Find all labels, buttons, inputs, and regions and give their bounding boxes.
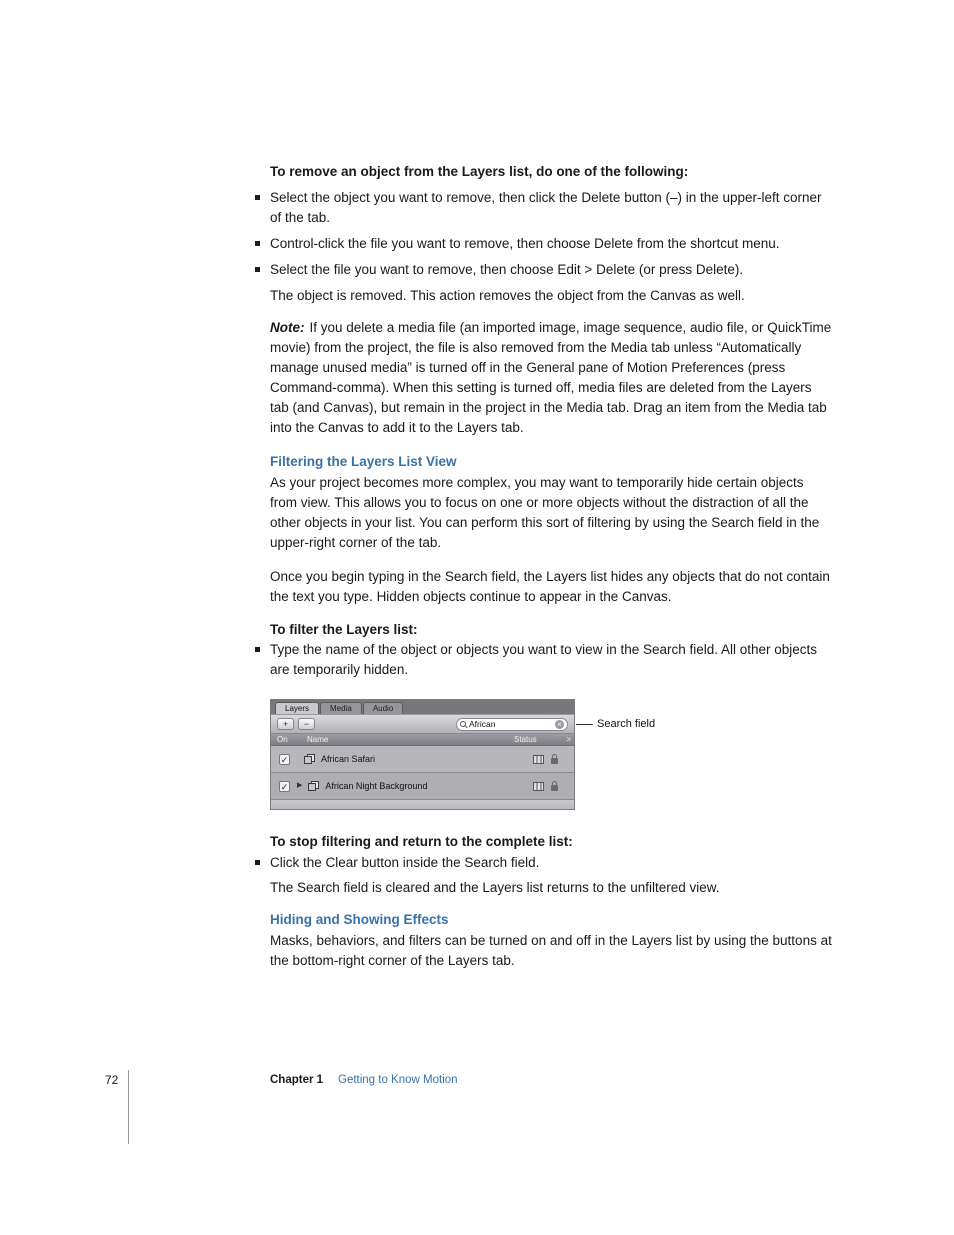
filter-bullet-list bbox=[270, 640, 832, 680]
search-icon bbox=[460, 721, 466, 727]
media-status-icon bbox=[533, 782, 544, 791]
list-header-row bbox=[271, 734, 574, 746]
bullet-text: Type the name of the object or objects you want to view in the Search field. All other objects are temporarily hidden. bbox=[270, 642, 818, 677]
column-name: Name bbox=[307, 735, 329, 744]
add-object-button[interactable]: + bbox=[277, 718, 294, 730]
layer-name: African Safari bbox=[321, 754, 376, 764]
stop-bullet-list bbox=[270, 853, 832, 873]
tab-audio[interactable]: Audio bbox=[363, 702, 403, 714]
clear-search-button[interactable]: × bbox=[555, 720, 564, 729]
remove-bullet-list bbox=[270, 188, 832, 280]
page-number: 72 bbox=[105, 1073, 119, 1087]
search-field[interactable] bbox=[456, 718, 568, 731]
status-icons bbox=[533, 746, 558, 772]
heading-stop-filtering: To stop filtering and return to the complete list: bbox=[270, 834, 573, 849]
tab-media[interactable]: Media bbox=[320, 702, 362, 714]
chapter-title-link[interactable]: Getting to Know Motion bbox=[338, 1074, 458, 1086]
paragraph-hiding: Masks, behaviors, and filters can be turned on and off in the Layers list by using the buttons at the bottom-right corner of the Layers tab. bbox=[270, 933, 832, 968]
layers-panel-screenshot bbox=[270, 699, 656, 810]
footer-rule bbox=[128, 1070, 129, 1144]
page-body bbox=[270, 162, 832, 984]
bullet-text: Control-click the file you want to remove, then choose Delete from the shortcut menu. bbox=[270, 236, 780, 251]
delete-object-button[interactable]: − bbox=[298, 718, 315, 730]
layer-name: African Night Background bbox=[325, 781, 428, 791]
paragraph-filtering-1: As your project becomes more complex, you may want to temporarily hide certain objects from view. This allows you to focus on one or more objects without the distraction of all the other objects in your list. You can perform this sort of filtering by using the Search field in the upper-right corner of the tab. bbox=[270, 475, 820, 550]
paragraph-object-removed: The object is removed. This action removes the object from the Canvas as well. bbox=[270, 288, 745, 303]
note-text: If you delete a media file (an imported image, image sequence, audio file, or QuickTime movie) from the project, the file is also removed from the Media tab unless “Automatically manage unused media” is turned off in the General pane of Motion Preferences (press Command-comma). When this setting is turned off, media files are deleted from the Layers tab (and Canvas), but remain in the project in the Media tab. Drag an item from the Media tab into the Canvas to add it to the Layers tab. bbox=[270, 320, 832, 435]
layers-panel bbox=[270, 699, 575, 810]
section-heading-filtering: Filtering the Layers List View bbox=[270, 454, 457, 469]
heading-filter-list: To filter the Layers list: bbox=[270, 622, 418, 637]
bullet-text: Select the file you want to remove, then choose Edit > Delete (or press Delete). bbox=[270, 262, 744, 277]
paragraph-search-cleared: The Search field is cleared and the Layers list returns to the unfiltered view. bbox=[270, 880, 720, 895]
bullet-text: Click the Clear button inside the Search field. bbox=[270, 855, 540, 870]
bullet-item bbox=[270, 640, 832, 680]
layer-row-african-safari[interactable] bbox=[271, 746, 574, 773]
bullet-item bbox=[270, 853, 832, 873]
callout-line bbox=[576, 724, 593, 725]
layer-icon bbox=[304, 754, 315, 764]
tab-layers[interactable]: Layers bbox=[275, 702, 319, 714]
bullet-item bbox=[270, 188, 832, 228]
status-icons bbox=[533, 773, 558, 799]
lock-icon[interactable] bbox=[551, 758, 558, 764]
disclosure-triangle-icon[interactable]: ▶ bbox=[297, 782, 303, 789]
bullet-item bbox=[270, 234, 832, 254]
heading-remove-object: To remove an object from the Layers list, do one of the following: bbox=[270, 164, 689, 179]
check-icon: ✓ bbox=[280, 754, 289, 765]
callout-label: Search field bbox=[597, 718, 656, 730]
media-status-icon bbox=[533, 755, 544, 764]
panel-footer-strip bbox=[271, 800, 574, 810]
note-label: Note: bbox=[270, 320, 305, 335]
bullet-item bbox=[270, 260, 832, 280]
lock-icon[interactable] bbox=[551, 785, 558, 791]
column-status: Status bbox=[514, 735, 537, 744]
chapter-label: Chapter 1 bbox=[270, 1074, 324, 1086]
layer-checkbox[interactable] bbox=[279, 754, 290, 765]
bullet-text: Select the object you want to remove, then click the Delete button (–) in the upper-left corner of the tab. bbox=[270, 190, 822, 225]
panel-tab-bar bbox=[271, 700, 574, 714]
column-chevron-icon[interactable]: > bbox=[566, 735, 571, 744]
panel-toolbar bbox=[271, 714, 574, 734]
note-paragraph bbox=[270, 318, 832, 438]
column-on: On bbox=[277, 735, 288, 744]
section-heading-hiding: Hiding and Showing Effects bbox=[270, 912, 449, 927]
check-icon: ✓ bbox=[280, 781, 289, 792]
paragraph-filtering-2: Once you begin typing in the Search field, the Layers list hides any objects that do not contain the text you type. Hidden objects continue to appear in the Canvas. bbox=[270, 569, 830, 604]
layer-checkbox[interactable] bbox=[279, 781, 290, 792]
layer-icon bbox=[308, 781, 319, 791]
search-input-value[interactable]: African bbox=[469, 718, 496, 729]
layer-row-african-night-background[interactable] bbox=[271, 773, 574, 800]
